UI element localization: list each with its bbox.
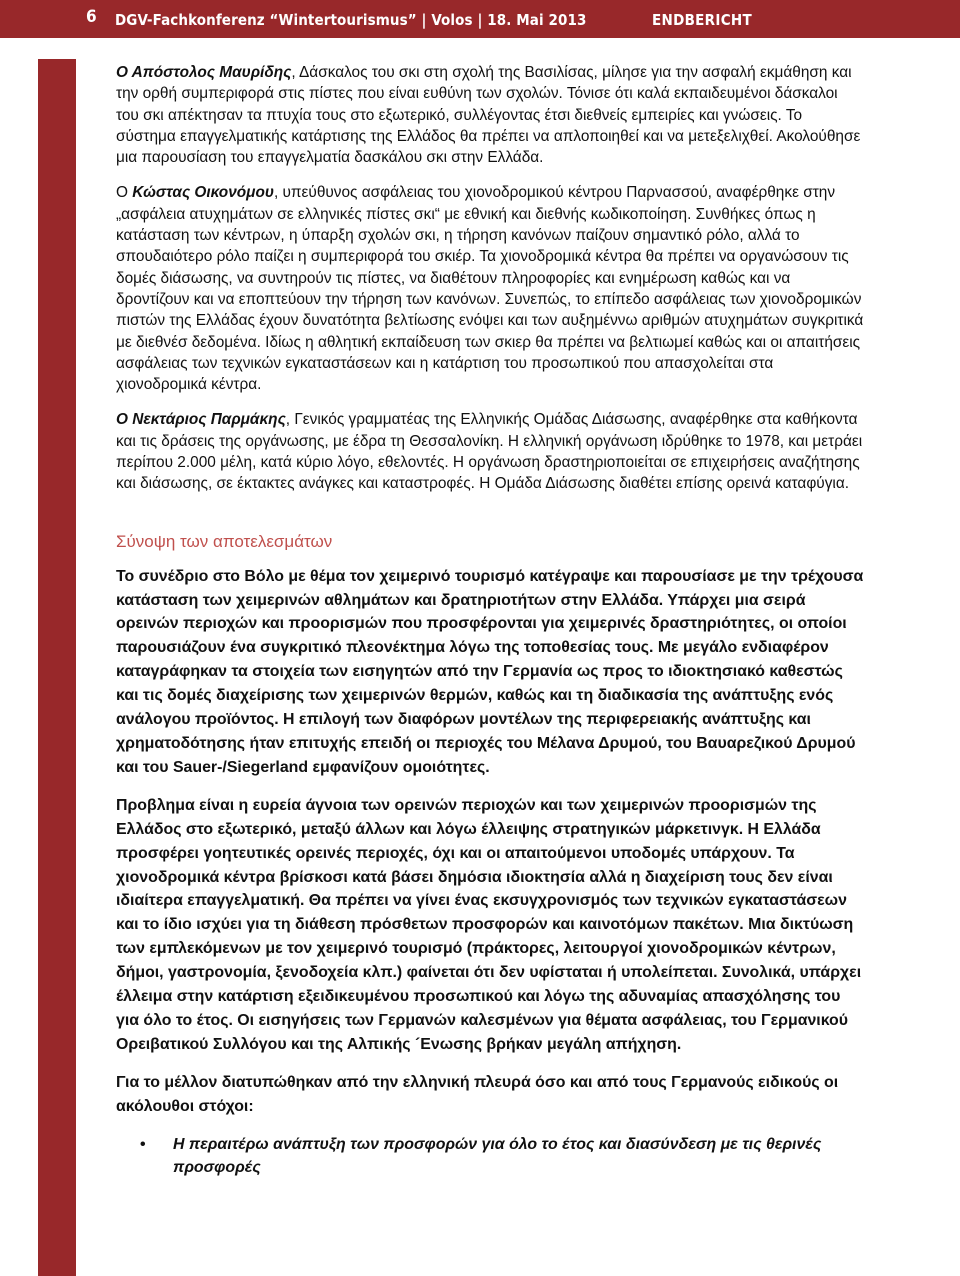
paragraph-prefix: Ο <box>116 184 133 202</box>
paragraph-mavridis <box>116 62 864 168</box>
bullet-icon: • <box>140 1135 146 1153</box>
goal-text: Η περαιτέρω ανάπτυξη των προσφορών για όλο το έτος και διασύνδεση με τις θερινές προσφορές <box>173 1135 822 1177</box>
paragraph-text: , Δάσκαλος του σκι στη σχολή της Βασιλίσας, μίλησε για την ασφαλή εκμάθηση και την ορθή συμπεριφορά στις πίστες που είναι ευθύνη των σχολών. Τόνισε ότι καλά εκπαιδευμένοι δάσκαλοι του σκι απέκτησαν τα πτυχία τους στο εξωτερικό, συλλέγοντας έτσι διεθνείς εμπειρίες και γνώσεις. Το σύστημα επαγγελματικής κατάρτισης της Ελλάδος θα πρέπει να απλοποιηθεί και να μετεξελιχθεί. Ακολούθησε μια παρουσίαση του επαγγελματία δασκάλου σκι στην Ελλάδα. <box>116 64 861 167</box>
paragraph-text: , Γενικός γραμματέας της Ελληνικής Ομάδας Διάσωσης, αναφέρθηκε στα καθήκοντα και τις δράσεις της οργάνωσης, με έδρα τη Θεσσαλονίκη. Η ελληνική οργάνωση ιδρύθηκε το 1978, και μετράει περίπου 2.000 μέλη, κατά κύριο λόγο, εθελοντές. Η οργάνωση δραστηριοποιείται σε επιχειρήσεις αναζήτησης και διάσωσης, σε έκτακτες ανάγκες και καταστροφές. Η Ομάδα Διάσωσης διαθέτει επίσης ορεινά καταφύγια. <box>116 411 863 493</box>
summary-paragraph-1: Το συνέδριο στο Βόλο με θέμα τον χειμερινό τουρισμό κατέγραψε και παρουσίασε με την τρέχουσα κατάσταση των χειμερινών αθλημάτων και δρατηριοτήτων στην Ελλάδα. Υπάρχει μια σειρά ορεινών περιοχών και προορισμών που προσφέρονται για χειμερινές δραστηριότητες, οι οποίοι παρουσιάζουν ένα συγκριτικό πλεονέκτημα λόγω της τοποθεσίας τους. Με μεγάλο ενδιαφέρον καταγράφηκαν τα στοιχεία των εισηγητών από την Γερμανία ως προς το ιδιοκτησιακό καθεστώς και τις δομές διαχείρισης των χειμερινών θερμών, καθώς και τη διαδικασία της ανάπτυξης ενός ανάλογου προϊόντος. Η επιλογή των διαφόρων μοντέλων της περιφερειακής ανάπτυξης και χρηματοδότησης ήταν επιτυχής επειδή οι περιοχές του Μέλανα Δρυμού, του Βαυαρεζικού Δρυμού και του Sauer-/Siegerland εμφανίζουν ομοιότητες. <box>116 567 864 776</box>
paragraph-parmakis <box>116 409 864 494</box>
document-body <box>116 62 864 1180</box>
summary-paragraph-3: Για το μέλλον διατυπώθηκαν από την ελληνική πλευρά όσο και από τους Γερμανούς ειδικούς οι ακόλουθοι στόχοι: <box>116 1073 839 1115</box>
page-number: 6 <box>86 7 97 27</box>
summary-paragraph-2: Προβλημα είναι η ευρεία άγνοια των ορεινών περιοχών και των χειμερινών προορισμών της Ελλάδος στο εξωτερικό, μεταξύ άλλων και λόγω έλλειψης στρατηγικών μάρκετινγκ. Η Ελλάδα προσφέρει γοητευτικές ορεινές περιοχές, όχι και οι απαιτούμενοι υποδομές υπάρχουν. Τα χιονοδρομικά κέντρα βρίσκοσι κατά βάσει δημόσια ιδιοκτησία αλλά η διαχείριση τους δεν είναι ιδιαίτερα επαγγελματική. Θα πρέπει να γίνει ένας εκσυγχρονισμός των τεχνικών εγκαταστάσεων και το ίδιο ισχύει για τη διάθεση πρόσθετων προσφορών και καινοτόμων πακέτων. Μια δικτύωση των εμπλεκόμενων με τον χειμερινό τουρισμό (πράκτορες, λειτουργοί χιονοδρομικών κέντρων, δήμοι, γαστρονομία, ξενοδοχεία κλπ.) φαίνεται ότι δεν υφίσταται ή υπολείπεται. Συνολικά, υπάρχει έλλειμα στην κατάρτιση εξειδικευμένου προσωπικού και λόγω της αδυναμίας απασχόλησης του για όλο το έτος. Οι εισηγήσεις των Γερμανών καλεσμένων για θέματα ασφάλειας, του Γερμανικού Ορειβατικού Συλλόγου και της Αλπικής ´Ενωσης βρήκαν μεγάλη απήχηση. <box>116 796 862 1053</box>
list-item <box>116 1133 864 1181</box>
section-heading-summary: Σύνοψη των αποτελεσμάτων <box>116 531 333 551</box>
document-title: DGV-Fachkonferenz “Wintertourismus” | Volos | 18. Mai 2013 <box>115 11 587 29</box>
side-accent-bar <box>38 59 76 1276</box>
paragraph-oikonomou <box>116 182 864 395</box>
section-label: ENDBERICHT <box>651 11 752 29</box>
header-bar <box>0 0 960 38</box>
goals-list <box>116 1133 864 1181</box>
paragraph-text: , υπεύθυνος ασφάλειας του χιονοδρομικού κέντρου Παρνασσού, αναφέρθηκε στην „ασφάλεια ατυχημάτων σε ελληνικές πίστες σκι“ με εθνική και διεθνής κωδικοποίηση. Συνθήκες όπως η κατάσταση των κέντρων, η ύπαρξη σχολών σκι, η τήρηση κανόνων παίζουν σημαντικό ρόλο, αλλά το σπουδαιότερο ρόλο παίζει η συμπεριφορά του σκιέρ. Τα χιονοδρομικά κέντρα θα πρέπει να οργανώσουν τις δομές διάσωσης, να συντηρούν τις πίστες, να διαθέτουν πληροφορίες και ενημέρωση καθώς και να δροντίζουν και να εποπτεύουν την τήρηση των κανόνων. Συνεπώς, το επίπεδο ασφάλειας των χιονοδρομικών πιστών της Ελλάδας έχουν δυνατότητα βελτίωσης ενόψει και των αυξημέννω αριθμών ατυχημάτων συγκριτικά με διεθνέσ δεδομένα. Ιδίως η αθλητική εκπαίδευση των σκιερ θα πρέπει να βελτιωμεί καθώς και οι απαιτήσεις ασφάλειας των τεχνικών εγκαταστάσεων και η κατάρτιση του προσωπικού που απασχολείται στα χιονοδρομικά κέντρα. <box>116 184 864 394</box>
speaker-name: Ο Νεκτάριος Παρμάκης <box>116 411 286 429</box>
speaker-name: Ο Απόστολος Μαυρίδης <box>116 64 292 81</box>
speaker-name: Κώστας Οικονόμου <box>132 184 274 202</box>
